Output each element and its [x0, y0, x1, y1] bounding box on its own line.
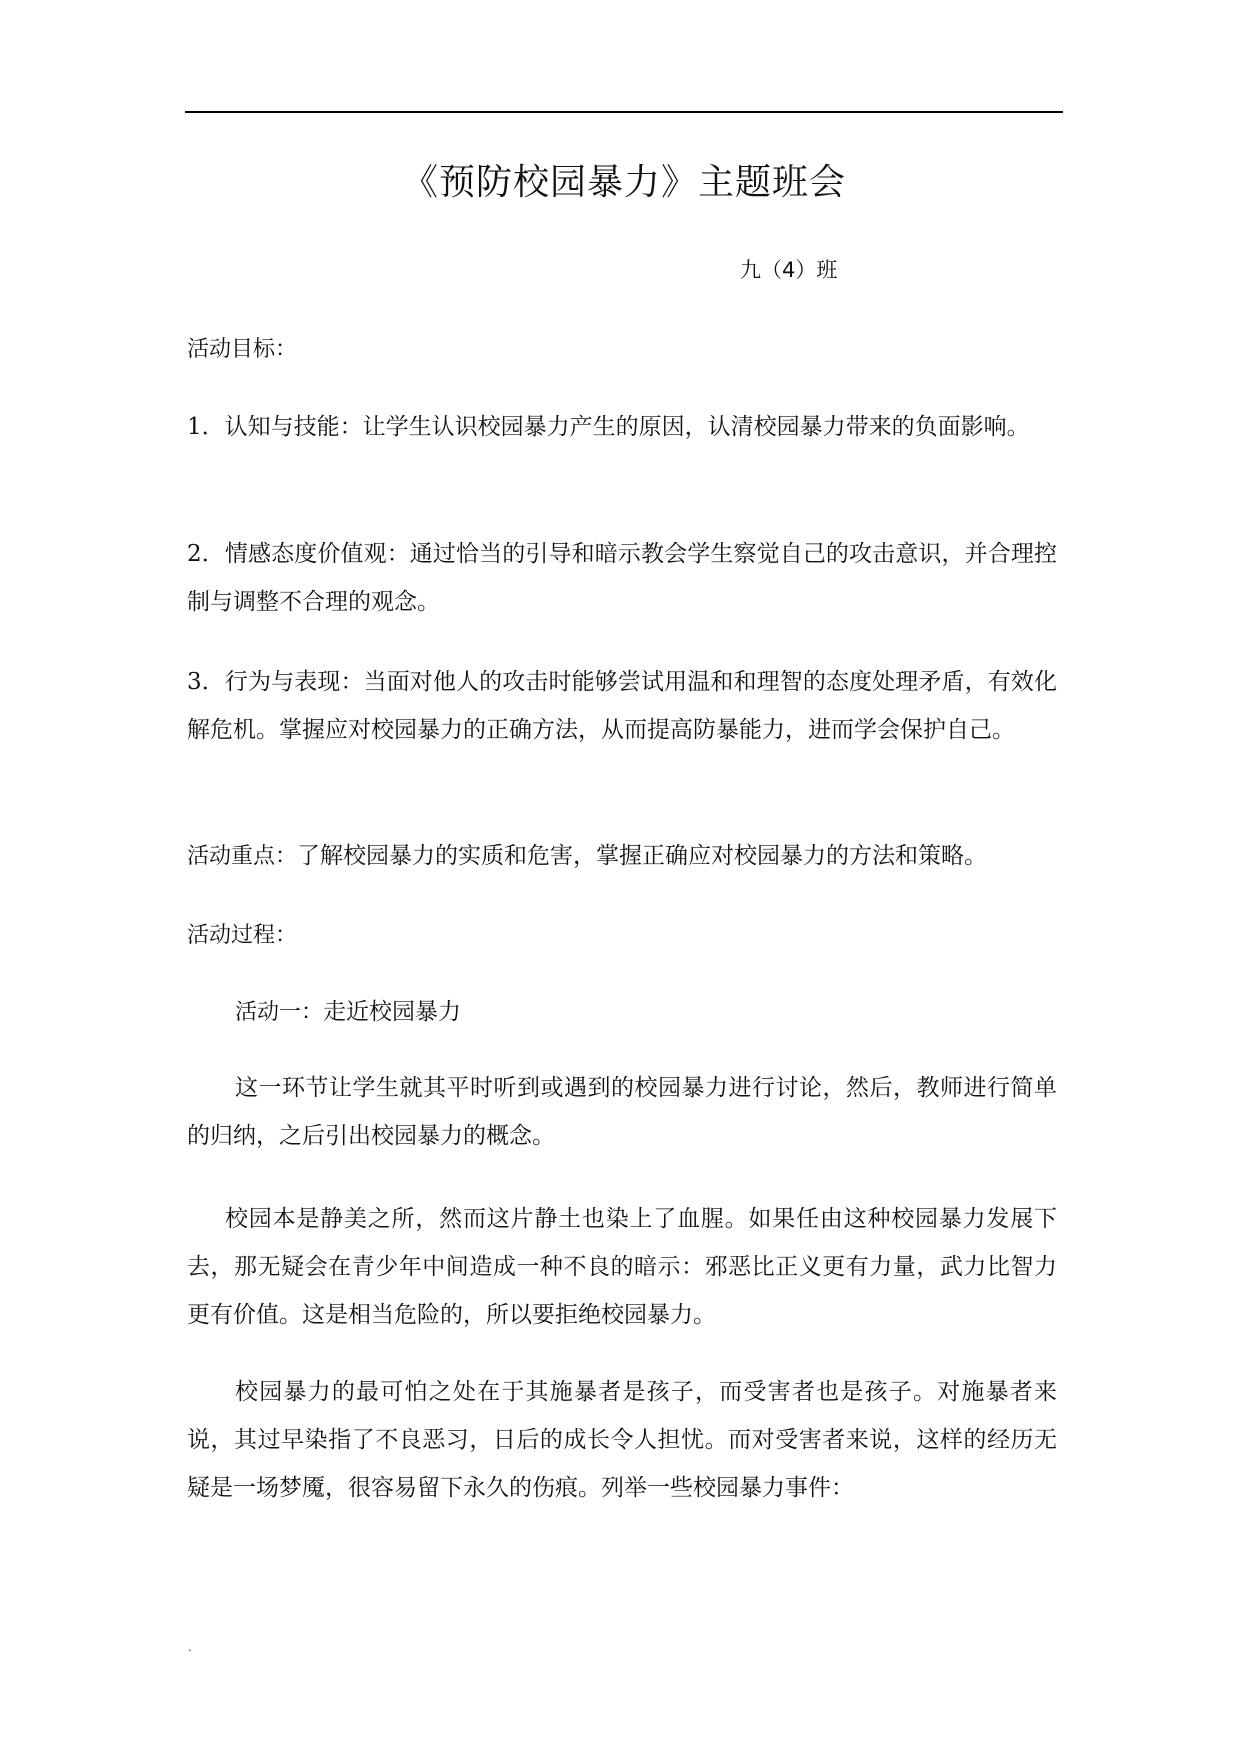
activity1-heading — [187, 988, 1057, 1037]
document-title: 《预防校园暴力》主题班会 — [401, 162, 846, 203]
paragraph-3: 校园暴力的最可怕之处在于其施暴者是孩子，而受害者也是孩子。对施暴者来说，其过早染指了不良恶习，日后的成长令人担忧。而对受害者来说，这样的经历无疑是一场梦魇，很容易留下永久的伤痕。列举一些校园暴力事件： — [187, 1379, 1057, 1501]
header-rule — [185, 111, 1063, 113]
paragraph-2: 校园本是静美之所，然而这片静土也染上了血腥。如果任由这种校园暴力发展下去，那无疑会在青少年中间造成一种不良的暗示：邪恶比正义更有力量，武力比智力更有价值。这是相当危险的，所以要拒绝校园暴力。 — [187, 1206, 1057, 1328]
paragraph-1: 这一环节让学生就其平时听到或遇到的校园暴力进行讨论，然后，教师进行简单的归纳，之后引出校园暴力的概念。 — [187, 1075, 1057, 1149]
class-name: 九（4）班 — [740, 258, 838, 282]
focus-label: 活动重点： — [187, 844, 298, 869]
footer-mark: . — [188, 1640, 192, 1654]
goal-item-3: 3．行为与表现：当面对他人的攻击时能够尝试用温和和理智的态度处理矛盾，有效化解危机。掌握应对校园暴力的正确方法，从而提高防暴能力，进而学会保护自己。 — [187, 669, 1057, 743]
activity1-label: 活动一： — [235, 1000, 324, 1025]
focus-paragraph — [187, 832, 1057, 881]
goals-heading: 活动目标： — [187, 337, 298, 362]
process-heading: 活动过程： — [187, 923, 298, 948]
focus-text: 了解校园暴力的实质和危害，掌握正确应对校园暴力的方法和策略。 — [297, 843, 988, 869]
activity1-title: 走近校园暴力 — [323, 999, 462, 1025]
goal-item-2: 2．情感态度价值观：通过恰当的引导和暗示教会学生察觉自己的攻击意识，并合理控制与调整不合理的观念。 — [187, 541, 1057, 615]
goal-item-1: 1．认知与技能：让学生认识校园暴力产生的原因，认清校园暴力带来的负面影响。 — [187, 414, 1030, 440]
